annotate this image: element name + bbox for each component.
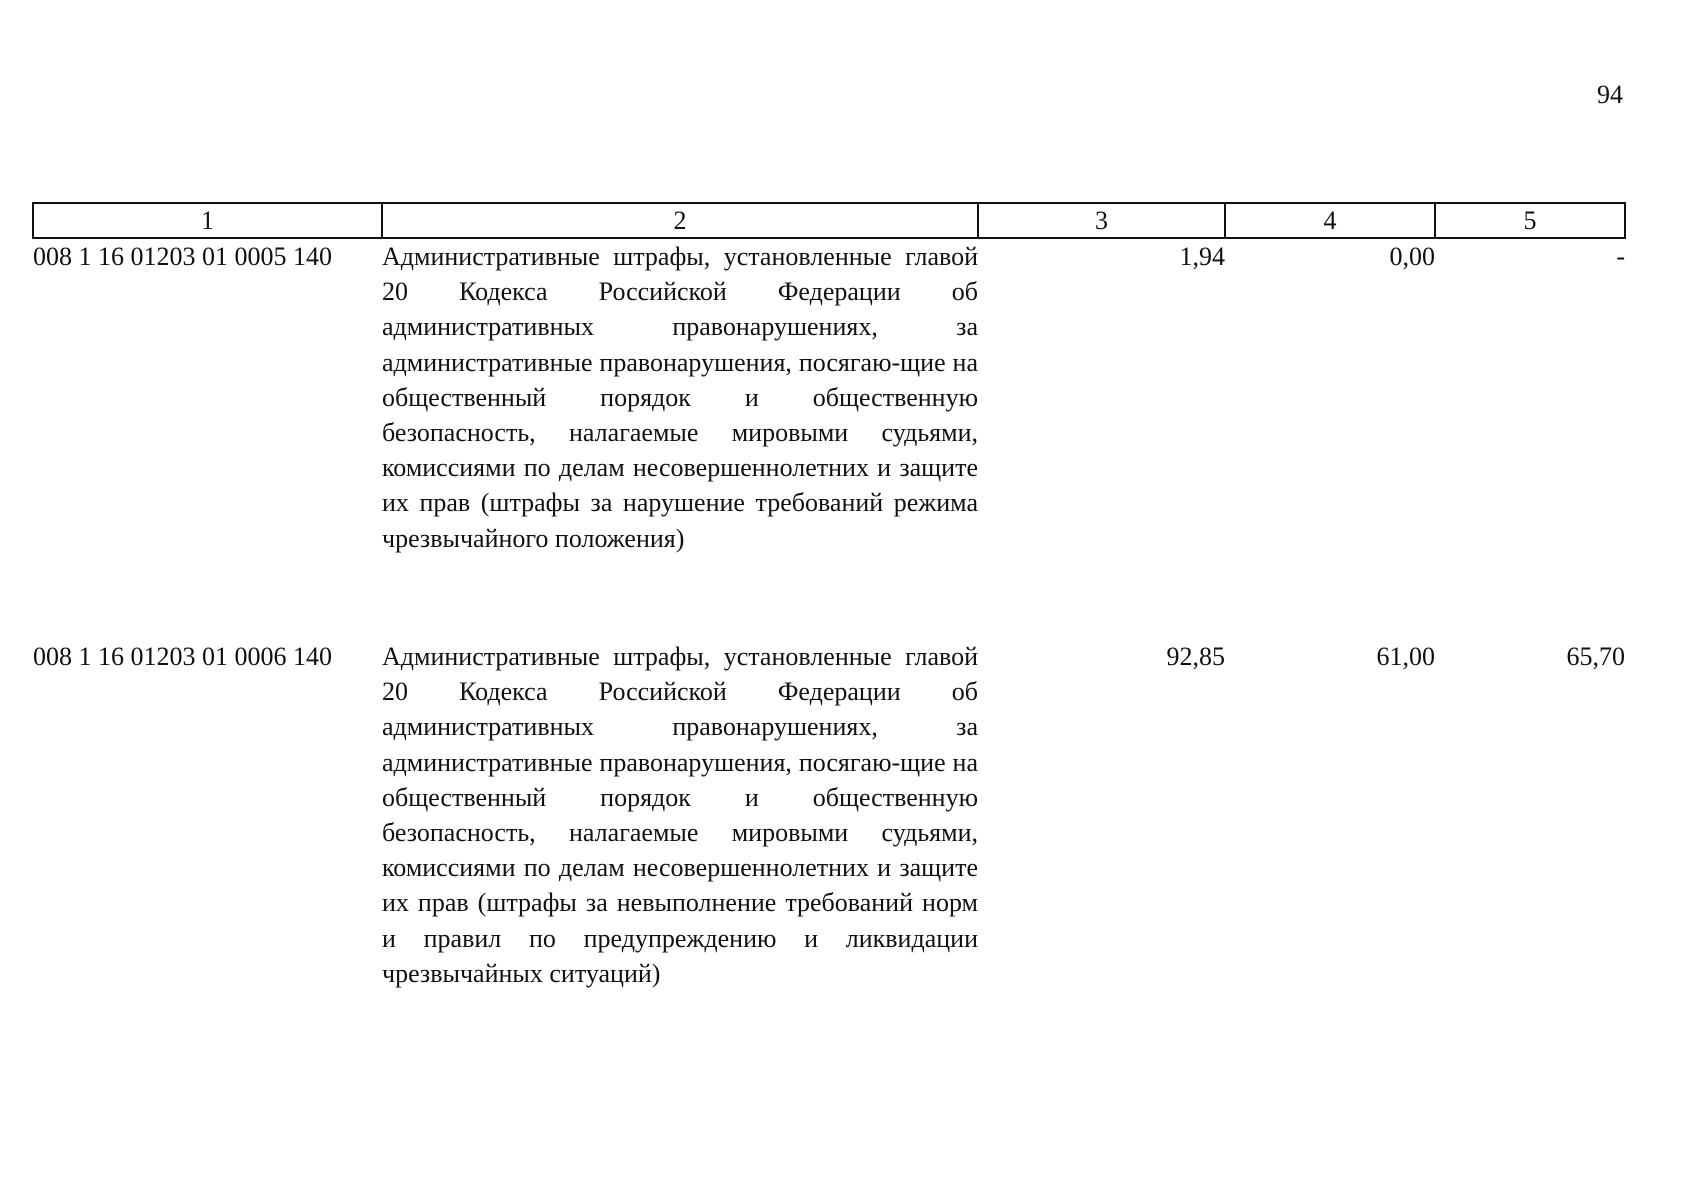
description-cell: Административные штрафы, установленные главой 20 Кодекса Российской Федерации об административных правонарушениях, за административные правонарушения, посягаю-щие на общественный порядок и общественную безопасность, налагаемые мировыми судьями, комиссиями по делам несовершеннолетних и защите их прав (штрафы за невыполнение требований норм и правил по предупреждению и ликвидации чрезвычайных ситуаций) bbox=[382, 642, 978, 988]
column-header-5: 5 bbox=[1435, 203, 1625, 238]
description-cell: Административные штрафы, установленные главой 20 Кодекса Российской Федерации об административных правонарушениях, за административные правонарушения, посягаю-щие на общественный порядок и общественную безопасность, налагаемые мировыми судьями, комиссиями по делам несовершеннолетних и защите их прав (штрафы за нарушение требований режима чрезвычайного положения) bbox=[382, 242, 978, 553]
budget-code-cell: 008 1 16 01203 01 0005 140 bbox=[33, 242, 332, 271]
column-header-3: 3 bbox=[978, 203, 1225, 238]
column-header-4: 4 bbox=[1225, 203, 1435, 238]
table-row bbox=[33, 238, 1625, 639]
table-row bbox=[33, 639, 1625, 1059]
column-header-1: 1 bbox=[33, 203, 382, 238]
column-header-2: 2 bbox=[382, 203, 978, 238]
budget-code-cell: 008 1 16 01203 01 0006 140 bbox=[33, 642, 332, 671]
page-number: 94 bbox=[1597, 80, 1623, 109]
budget-table bbox=[32, 202, 1626, 1059]
value-cell-col5: - bbox=[1616, 242, 1625, 271]
value-cell-col3: 92,85 bbox=[1166, 642, 1225, 671]
value-cell-col4: 0,00 bbox=[1389, 242, 1435, 271]
value-cell-col3: 1,94 bbox=[1179, 242, 1225, 271]
value-cell-col4: 61,00 bbox=[1376, 642, 1435, 671]
table-header-row bbox=[33, 203, 1625, 238]
value-cell-col5: 65,70 bbox=[1566, 642, 1625, 671]
